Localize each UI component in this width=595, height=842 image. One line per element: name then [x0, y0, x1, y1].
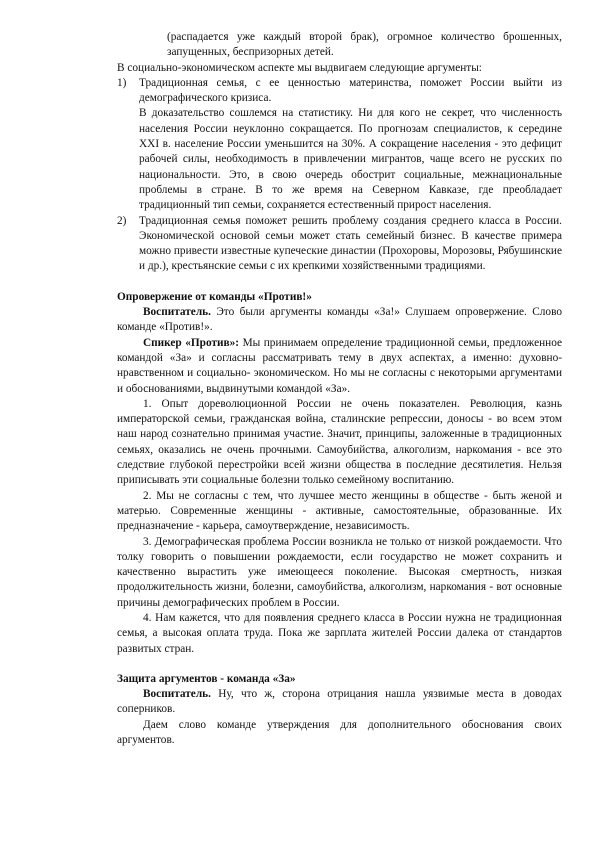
socio-economic-intro: В социально-экономическом аспекте мы выдвигаем следующие аргументы:	[117, 61, 482, 74]
intro-continuation: (распадается уже каждый второй брак), огромное количество брошенных, запущенных, беспризорных детей.	[167, 31, 562, 59]
rebuttal-point: 4. Нам кажется, что для появления среднего класса в России нужна не традиционная семья, а высокая оплата труда. Пока же зарплата жителей России далека от стандартов развитых стран.	[117, 611, 562, 655]
defense-closing: Даем слово команде утверждения для дополнительного обоснования своих аргументов.	[117, 718, 562, 747]
argument-paragraph: В доказательство сошлемся на статистику. Ни для кого не секрет, что численность населения России неуклонно сокращается. По прогнозам специалистов, к середине XXI в. население России уменьшится на 30%. А сокращение населения - это дефицит рабочей силы, необходимость в привлечении мигрантов, чаще всего не русских по национальности. Это, в свою очередь обострит социальные, межнациональные проблемы в стране. В то же время на Северном Кавказе, где преобладает традиционный тип семьи, сохраняется естественный прирост населения.	[139, 107, 562, 212]
educator-label: Воспитатель.	[143, 306, 211, 319]
speaker-text: Мы принимаем определение традиционной семьи, предложенное командой «За» и согласны рассматривать тему в двух аспектах, а именно: духовно-нравственном и социально- экономическом. Но мы не согласны с некоторыми аргументами и обоснованиями, выдвинутыми командой «За».	[117, 336, 562, 395]
arguments-list	[117, 76, 562, 275]
rebuttal-point: 2. Мы не согласны с тем, что лучшее место женщины в обществе - быть женой и матерью. Современные женщины - активные, самостоятельные, образованные. Их предназначение - карьера, самоутверждение, независимость.	[117, 489, 562, 533]
rebuttal-educator-line	[117, 305, 562, 336]
rebuttal-heading: Опровержение от команды «Против!»	[117, 290, 312, 303]
rebuttal-point: 3. Демографическая проблема России возникла не только от низкой рождаемости. Что толку говорить о повышении рождаемости, если государство не может сохранить и качественно вырастить уже имеющееся поколение. Высокая смертность, низкая продолжительность жизни, болезни, самоубийства, алкоголизм, наркомания - вот основные причины демографических проблем в России.	[117, 535, 562, 609]
educator-label: Воспитатель.	[143, 688, 211, 701]
defense-educator-line	[117, 687, 562, 718]
argument-item	[117, 76, 562, 214]
argument-item	[117, 214, 562, 275]
rebuttal-point: 1. Опыт дореволюционной России не очень показателен. Революция, казнь императорской семьи, гражданская война, сталинские репрессии, доносы - во всем этом наш народ сознательно принимая участие. Значит, принципы, заложенные в традиционных семьях, оказались не очень прочными. Самоубийства, алкоголизм, наркомания - все это следствие глубокой перестройки всей жизни общества в последние десятилетия. Нельзя приписывать эти социальные болезни только семейному воспитанию.	[117, 397, 562, 487]
defense-heading: Защита аргументов - команда «За»	[117, 672, 296, 685]
argument-paragraph: Традиционная семья, с ее ценностью материнства, поможет России выйти из демографического кризиса.	[139, 76, 562, 105]
educator-text: Это были аргументы команды «За!» Слушаем опровержение. Слово команде «Против!».	[117, 306, 562, 334]
speaker-label: Спикер «Против»:	[143, 336, 240, 349]
argument-number: 1)	[117, 76, 127, 89]
educator-text: Ну, что ж, сторона отрицания нашла уязвимые места в доводах соперников.	[117, 688, 562, 716]
argument-paragraph: Традиционная семья поможет решить проблему создания среднего класса в России. Экономической основой семьи может стать семейный бизнес. В качестве примера можно привести известные купеческие династии (Прохоровы, Морозовы, Рябушинские и др.), крестьянские семьи с их крепкими хозяйственными традициями.	[139, 214, 562, 273]
rebuttal-speaker-line	[117, 336, 562, 397]
argument-number: 2)	[117, 214, 127, 227]
